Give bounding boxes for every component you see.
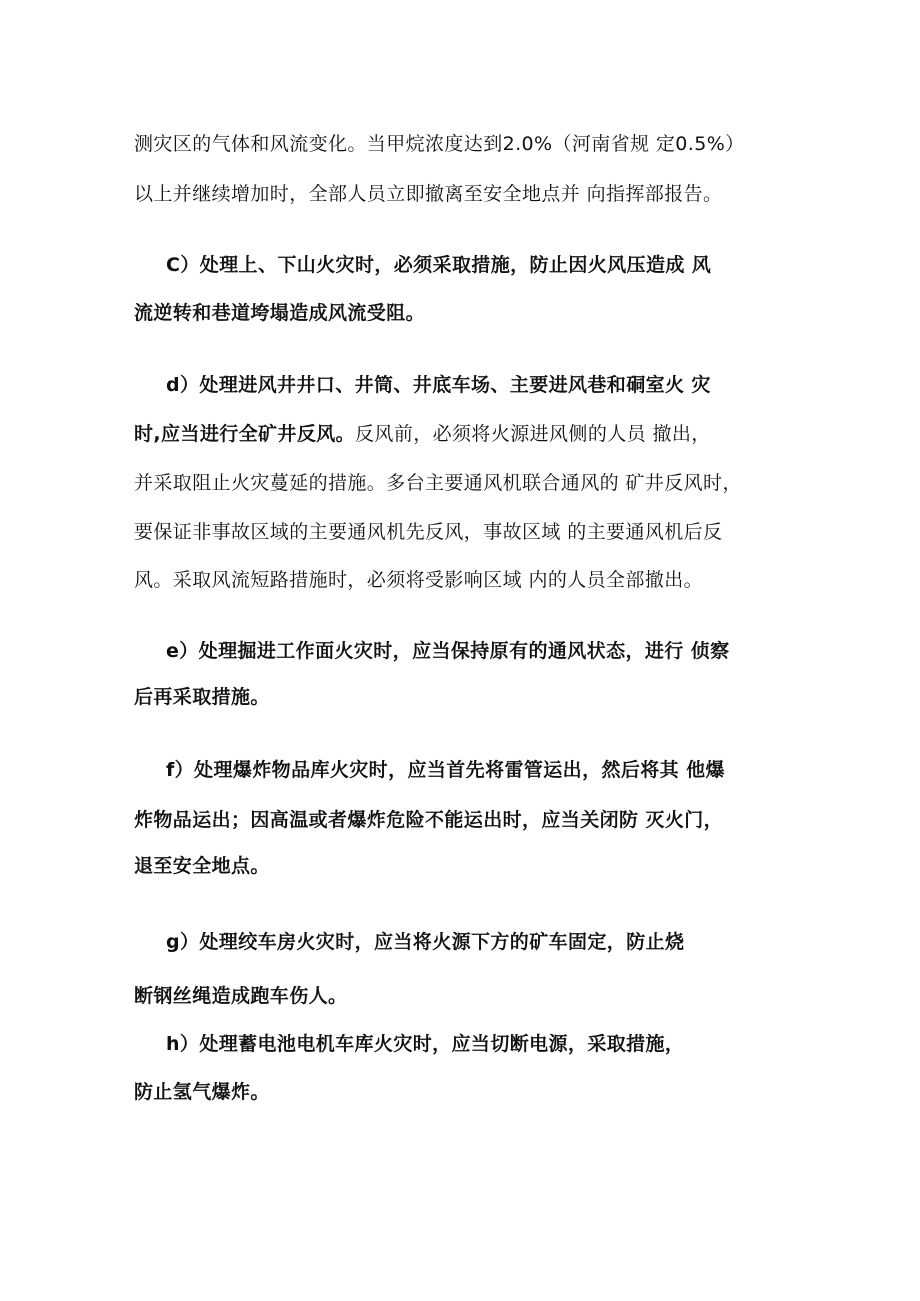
text-line: f）处理爆炸物品库火灾时，应当首先将雷管运出，然后将其 他爆: [166, 759, 725, 781]
text-line: 要保证非事故区域的主要通风机先反风，事故区域 的主要通风机后反: [134, 521, 723, 543]
text-line: 风。采取风流短路措施时，必须将受影响区域 内的人员全部撤出。: [134, 569, 704, 591]
text-line: 退至安全地点。: [134, 855, 270, 877]
text-line-mixed: [134, 420, 711, 448]
text-line: 炸物品运出；因高温或者爆炸危险不能运出时，应当关闭防 灭火门，: [134, 809, 724, 831]
text-line: d）处理进风井井口、井筒、井底车场、主要进风巷和硐室火 灾: [166, 374, 711, 396]
text-line: e）处理掘进工作面火灾时，应当保持原有的通风状态，进行 侦察: [166, 640, 730, 662]
text-segment-bold: 时,应当进行全矿井反风。: [134, 423, 356, 445]
text-line: 以上并继续增加时，全部人员立即撤离至安全地点并 向指挥部报告。: [134, 183, 723, 205]
text-line: 测灾区的气体和风流变化。当甲烷浓度达到2.0%（河南省规 定0.5%）: [134, 133, 745, 155]
text-segment: 反风前，必须将火源进风侧的人员 撤出，: [355, 423, 711, 445]
text-line: h）处理蓄电池电机车库火灾时，应当切断电源，采取措施，: [166, 1033, 685, 1055]
text-line: C）处理上、下山火灾时，必须采取措施，防止因火风压造成 风: [166, 254, 712, 276]
text-line: g）处理绞车房火灾时，应当将火源下方的矿车固定，防止烧: [166, 931, 685, 953]
text-line: 并采取阻止火灾蔓延的措施。多台主要通风机联合通风的 矿井反风时，: [134, 472, 742, 494]
text-line: 防止氢气爆炸。: [134, 1081, 270, 1103]
text-line: 流逆转和巷道垮塌造成风流受阻。: [134, 302, 426, 324]
text-line: 断钢丝绳造成跑车伤人。: [134, 985, 348, 1007]
text-line: 后再采取措施。: [134, 686, 270, 708]
